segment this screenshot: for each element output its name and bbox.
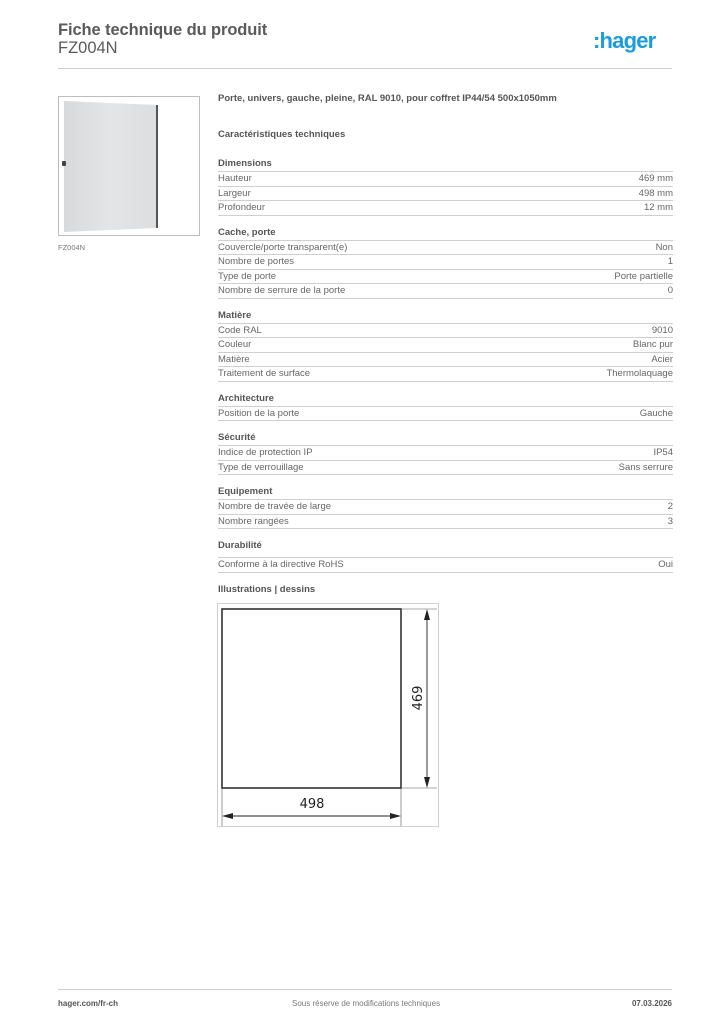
header-divider xyxy=(58,68,672,69)
door-hinge-icon xyxy=(62,161,66,166)
spec-label: Profondeur xyxy=(218,202,266,213)
spec-label: Type de verrouillage xyxy=(218,461,304,473)
spec-label: Nombre de serrure de la porte xyxy=(218,285,346,296)
section-durabilite xyxy=(218,539,673,573)
page-title: Fiche technique du produit xyxy=(58,21,268,39)
spec-row xyxy=(218,558,673,573)
spec-row xyxy=(218,201,673,216)
spec-value: 1 xyxy=(667,256,673,267)
spec-row xyxy=(218,515,673,530)
product-image xyxy=(58,96,200,236)
section-title: Architecture xyxy=(218,392,673,407)
spec-label: Nombre de portes xyxy=(218,256,295,267)
spec-value: Non xyxy=(655,241,673,253)
spec-label: Matière xyxy=(218,353,250,365)
spec-label: Position de la porte xyxy=(218,407,300,419)
spec-row xyxy=(218,270,673,285)
spec-row xyxy=(218,407,673,422)
spec-label: Indice de protection IP xyxy=(218,447,313,458)
product-description: Porte, univers, gauche, pleine, RAL 9010, pour coffret IP44/54 500x1050mm xyxy=(218,93,557,104)
spec-label: Couleur xyxy=(218,339,252,350)
spec-row xyxy=(218,172,673,187)
spec-value: IP54 xyxy=(653,447,673,458)
dimension-drawing-svg xyxy=(218,604,440,828)
characteristics-title: Caractéristiques techniques xyxy=(218,129,346,140)
section-title: Durabilité xyxy=(218,539,673,558)
hager-logo: :hager xyxy=(593,28,656,53)
section-cache-porte xyxy=(218,226,673,299)
spec-row xyxy=(218,500,673,515)
spec-value: 12 mm xyxy=(643,202,673,213)
spec-row xyxy=(218,284,673,299)
section-architecture xyxy=(218,392,673,422)
section-title: Equipement xyxy=(218,485,673,500)
spec-value: Sans serrure xyxy=(618,461,673,473)
spec-value: 0 xyxy=(667,285,673,296)
spec-value: Thermolaquage xyxy=(606,368,673,379)
spec-row xyxy=(218,446,673,461)
spec-label: Nombre de travée de large xyxy=(218,501,332,512)
product-reference: FZ004N xyxy=(58,39,118,57)
section-matiere xyxy=(218,309,673,382)
section-equipement xyxy=(218,485,673,529)
spec-label: Hauteur xyxy=(218,173,252,184)
spec-label: Traitement de surface xyxy=(218,368,311,379)
illustrations-title: Illustrations | dessins xyxy=(218,584,316,595)
footer-notice: Sous réserve de modifications techniques xyxy=(292,999,441,1008)
width-dimension-label: 498 xyxy=(299,797,325,812)
footer-date: 07.03.2026 xyxy=(631,999,672,1008)
spec-value: 9010 xyxy=(651,324,673,336)
footer-website-link[interactable]: hager.com/fr-ch xyxy=(58,999,119,1008)
spec-value: Oui xyxy=(658,559,673,570)
footer-divider xyxy=(58,989,672,990)
section-securite xyxy=(218,431,673,475)
spec-row xyxy=(218,255,673,270)
spec-label: Type de porte xyxy=(218,270,277,282)
spec-row xyxy=(218,461,673,476)
spec-value: 498 mm xyxy=(638,187,673,199)
door-edge xyxy=(156,105,158,228)
section-title: Dimensions xyxy=(218,157,673,172)
spec-row xyxy=(218,338,673,353)
spec-value: 2 xyxy=(667,501,673,512)
product-image-caption: FZ004N xyxy=(58,243,86,252)
spec-label: Code RAL xyxy=(218,324,262,336)
spec-label: Largeur xyxy=(218,187,251,199)
spec-label: Conforme à la directive RoHS xyxy=(218,559,344,570)
spec-row xyxy=(218,187,673,202)
height-dimension-label: 469 xyxy=(411,685,426,711)
spec-value: Blanc pur xyxy=(632,339,673,350)
section-dimensions xyxy=(218,157,673,216)
section-title: Sécurité xyxy=(218,431,673,446)
spec-value: Gauche xyxy=(639,407,673,419)
section-title: Cache, porte xyxy=(218,226,673,241)
door-panel-image xyxy=(64,101,156,232)
spec-row xyxy=(218,324,673,339)
dimension-drawing xyxy=(217,603,439,827)
spec-value: 469 mm xyxy=(638,173,673,184)
spec-row xyxy=(218,367,673,382)
spec-value: Porte partielle xyxy=(614,270,673,282)
spec-value: 3 xyxy=(667,515,673,527)
spec-row xyxy=(218,353,673,368)
spec-label: Couvercle/porte transparent(e) xyxy=(218,241,348,253)
section-title: Matière xyxy=(218,309,673,324)
spec-value: Acier xyxy=(651,353,673,365)
spec-row xyxy=(218,241,673,256)
product-specifications xyxy=(218,93,673,573)
spec-label: Nombre rangées xyxy=(218,515,289,527)
